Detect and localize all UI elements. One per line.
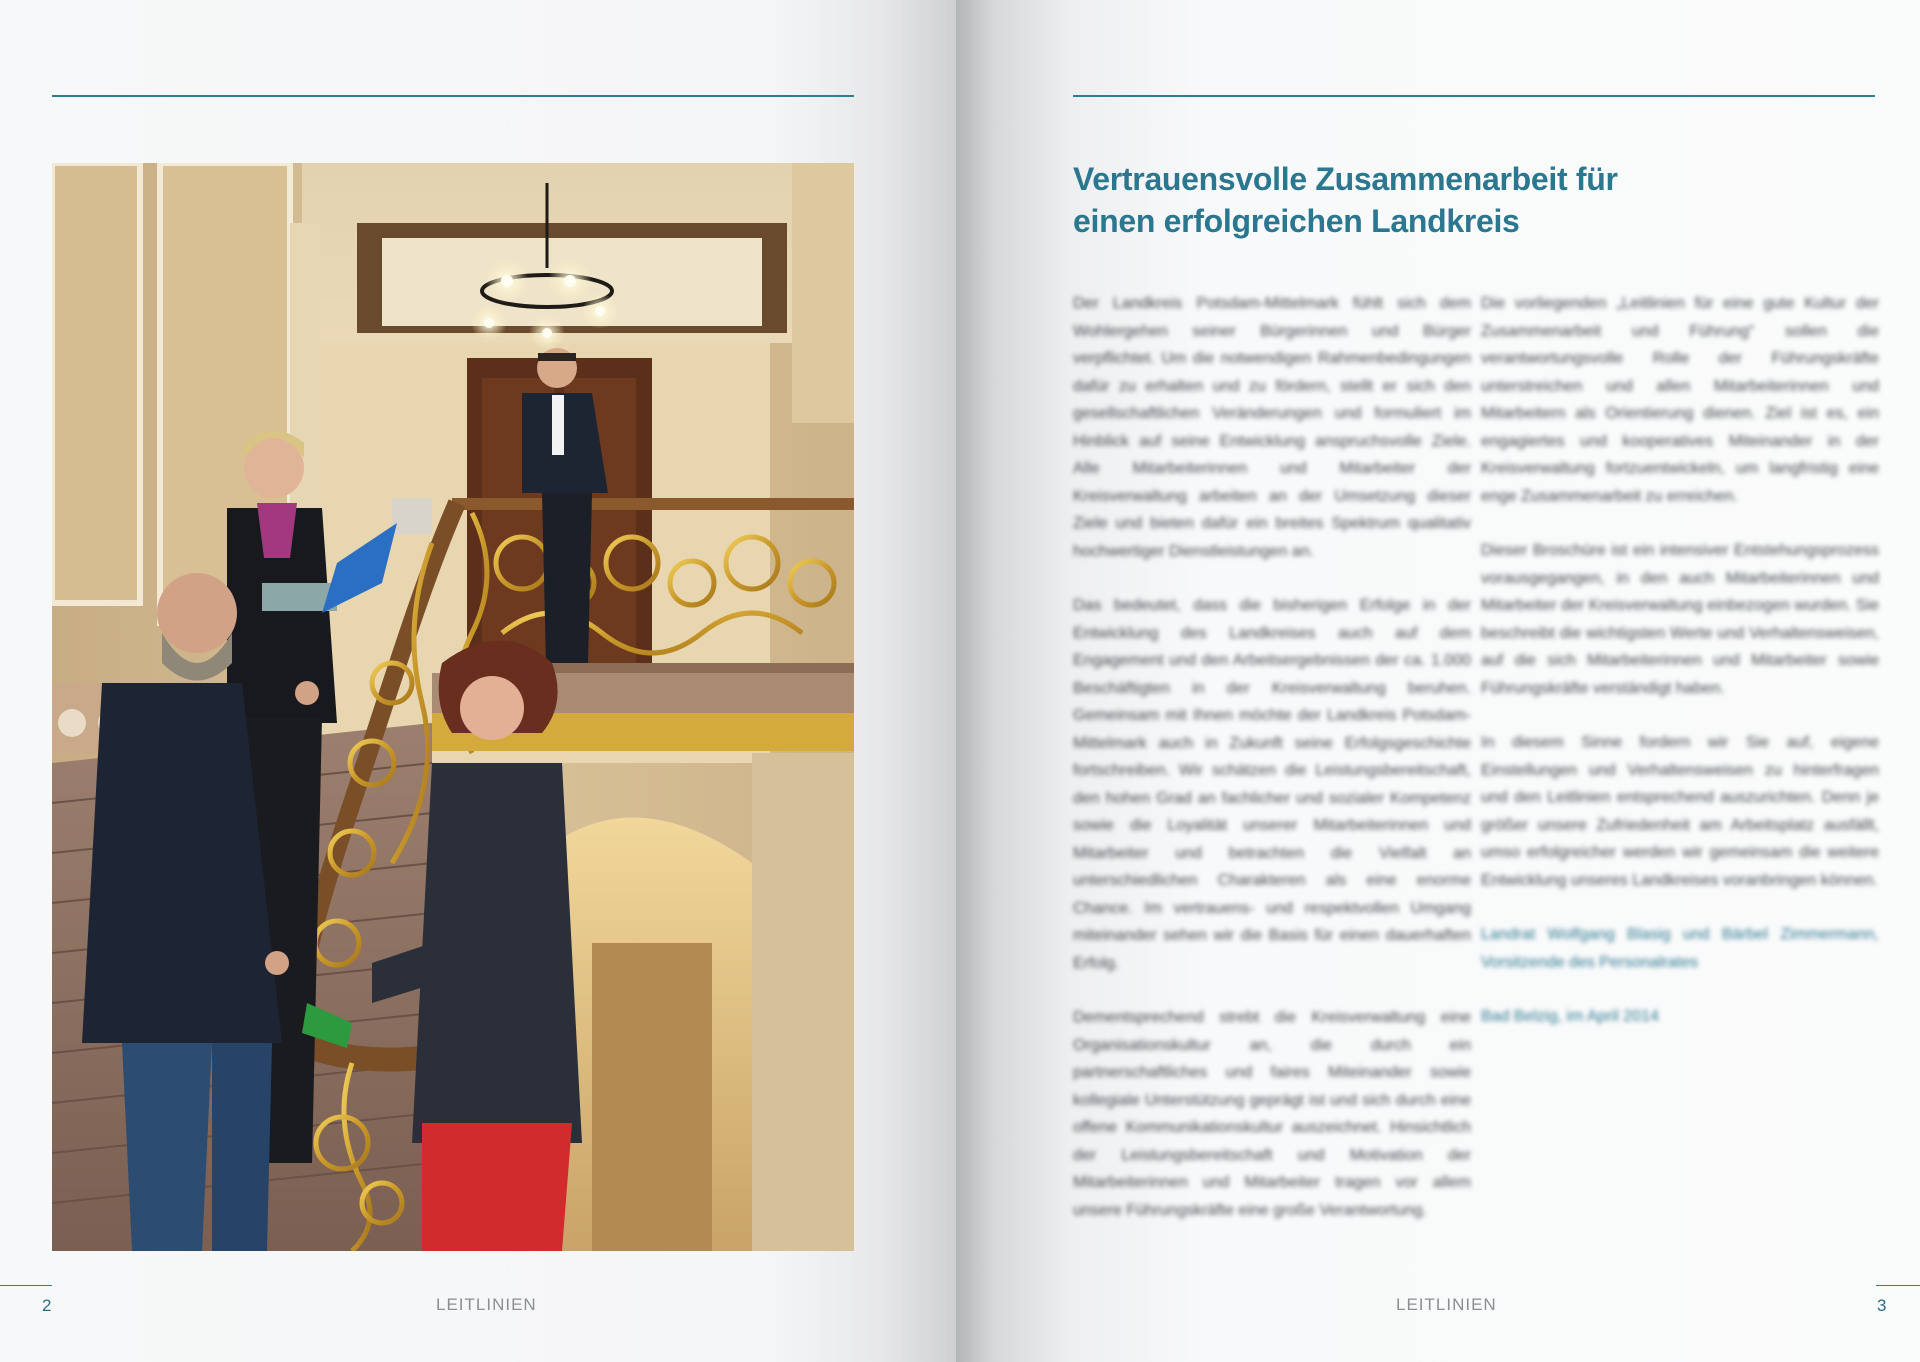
paragraph: Der Landkreis Potsdam-Mittelmark fühlt sich dem Wohlergehen seiner Bürgerinnen und Bürger verpflichtet. Um die notwendigen Rahmenbedingungen dafür zu erhalten und zu fördern, stellt er sich den gesellschaftlichen Veränderungen und formuliert im Hinblick auf seine Entwicklung anspruchsvolle Ziele. Alle Mitarbeiterinnen und Mitarbeiter der Kreisverwaltung arbeiten an der Umsetzung dieser Ziele und bieten dafür ein breites Spektrum qualitativ hochwertiger Dienstleistungen an. <box>1073 295 1471 560</box>
top-rule <box>52 95 854 97</box>
page-title <box>1073 158 1773 242</box>
footer-rule <box>1876 1285 1920 1286</box>
signature: Landrat Wolfgang Blasig und Bärbel Zimmermann, Vorsitzende des Personalrates <box>1481 926 1879 971</box>
right-page <box>956 0 1920 1362</box>
footer-rule <box>0 1285 52 1286</box>
paragraph: Die vorliegenden „Leitlinien für eine gute Kultur der Zusammenarbeit und Führung“ sollen die verantwortungsvolle Rolle der Führungskräfte unterstreichen und allen Mitarbeiterinnen und Mitarbeitern als Orientierung dienen. Ziel ist es, ein engagiertes und kooperatives Miteinander in der Kreisverwaltung fortzuentwickeln, um langfristig eine enge Zusammenarbeit zu erreichen. <box>1481 295 1879 505</box>
place-date: Bad Belzig, im April 2014 <box>1481 1008 1659 1025</box>
running-head: LEITLINIEN <box>1396 1295 1497 1314</box>
top-rule <box>1073 95 1875 97</box>
page-number: 3 <box>1877 1296 1887 1315</box>
text-column-2 <box>1481 290 1879 1058</box>
title-line-2: einen erfolgreichen Landkreis <box>1073 203 1520 239</box>
paragraph: Das bedeutet, dass die bisherigen Erfolge in der Entwicklung des Landkreises auch auf dem Engagement und den Arbeitsergebnissen der ca. 1.000 Beschäftigten in der Kreisverwaltung beruhen. Gemeinsam mit Ihnen möchte der Landkreis Potsdam-Mittelmark auch in Zukunft seine Erfolgsgeschichte fortschreiben. Wir schätzen die Leistungsbereitschaft, den hohen Grad an fachlicher und sozialer Kompetenz sowie die Loyalität unserer Mitarbeiterinnen und Mitarbeiter und betrachten die Vielfalt an unterschiedlichen Charakteren als eine enorme Chance. Im vertrauens- und respektvollen Umgang miteinander sehen wir die Basis für einen dauerhaften Erfolg. <box>1073 597 1471 972</box>
page-number: 2 <box>42 1296 52 1315</box>
running-head: LEITLINIEN <box>436 1295 537 1314</box>
paragraph: In diesem Sinne fordern wir Sie auf, eigene Einstellungen und Verhaltensweisen zu hinterfragen und den Leitlinien entsprechend auszurichten. Denn je größer unsere Zufriedenheit am Arbeitsplatz ausfällt, umso erfolgreicher werden wir gemeinsam die weitere Entwicklung unseres Landkreises voranbringen können. <box>1481 734 1879 889</box>
paragraph: Dementsprechend strebt die Kreisverwaltung eine Organisationskultur an, die durch ein partnerschaftliches und faires Miteinander sowie kollegiale Unterstützung geprägt ist und sich durch eine offene Kommunikationskultur auszeichnet. Hinsichtlich der Leistungsbereitschaft und Motivation der Mitarbeiterinnen und Mitarbeiter tragen vor allem unsere Führungskräfte eine große Verantwortung. <box>1073 1009 1471 1219</box>
staircase-photo <box>52 163 854 1251</box>
paragraph: Dieser Broschüre ist ein intensiver Entstehungsprozess vorausgegangen, in den auch Mitarbeiterinnen und Mitarbeiter der Kreisverwaltung einbezogen wurden. Sie beschreibt die wichtigsten Werte und Verhaltensweisen, auf die sich Mitarbeiterinnen und Mitarbeiter sowie Führungskräfte verständigt haben. <box>1481 542 1879 697</box>
left-page <box>0 0 956 1362</box>
title-line-1: Vertrauensvolle Zusammenarbeit für <box>1073 161 1618 197</box>
text-column-1 <box>1073 290 1471 1251</box>
